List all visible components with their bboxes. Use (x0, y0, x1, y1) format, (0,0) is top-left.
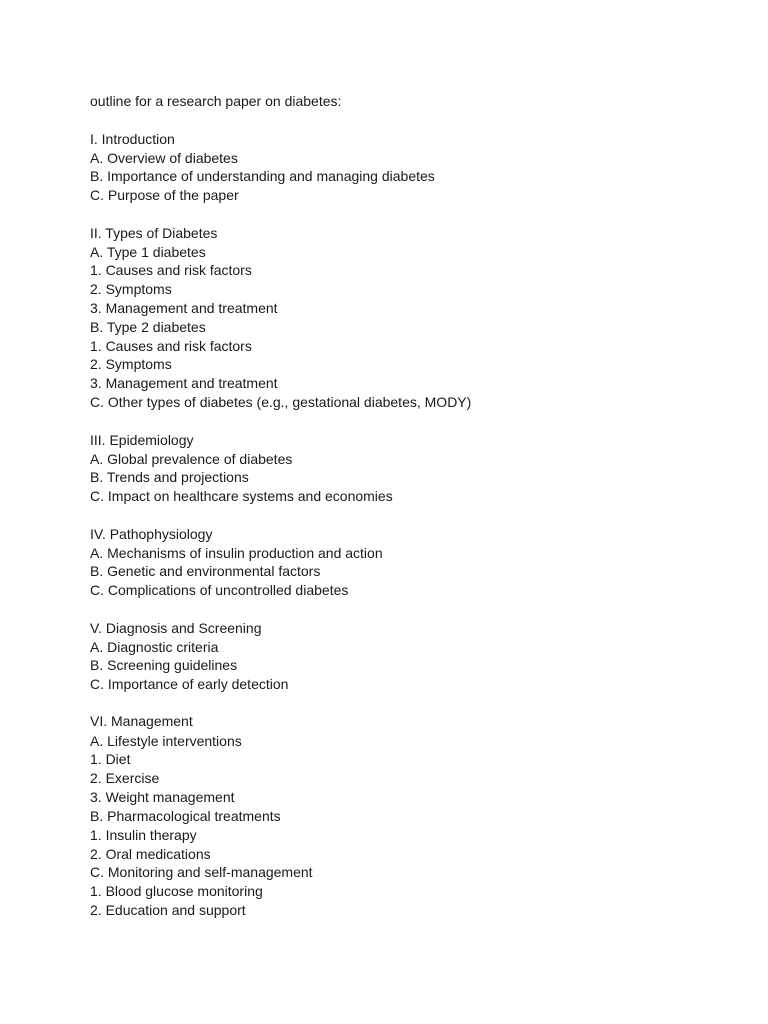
outline-item: C. Other types of diabetes (e.g., gestational diabetes, MODY) (90, 394, 472, 410)
outline-item: A. Mechanisms of insulin production and action (90, 545, 383, 561)
outline-subitem: 2. Symptoms (90, 356, 172, 372)
outline-item: A. Lifestyle interventions (90, 733, 242, 749)
outline-subitem: 1. Causes and risk factors (90, 262, 252, 278)
outline-item: C. Monitoring and self-management (90, 864, 313, 880)
outline-item: A. Type 1 diabetes (90, 244, 206, 260)
outline-subitem: 2. Education and support (90, 902, 246, 918)
outline-subitem: 3. Management and treatment (90, 375, 278, 391)
outline-subitem: 1. Blood glucose monitoring (90, 883, 263, 899)
outline-item: B. Type 2 diabetes (90, 319, 206, 335)
outline-item: C. Importance of early detection (90, 676, 289, 692)
outline-item: C. Impact on healthcare systems and economies (90, 488, 393, 504)
outline-subitem: 2. Symptoms (90, 281, 172, 297)
outline-item: B. Importance of understanding and managing diabetes (90, 168, 435, 184)
outline-item: B. Genetic and environmental factors (90, 563, 321, 579)
outline-item: B. Screening guidelines (90, 657, 238, 673)
section-heading: IV. Pathophysiology (90, 526, 213, 542)
outline-item: C. Complications of uncontrolled diabetes (90, 582, 349, 598)
outline-subitem: 1. Diet (90, 751, 131, 767)
outline-subitem: 1. Insulin therapy (90, 827, 197, 843)
section-heading: V. Diagnosis and Screening (90, 620, 262, 636)
outline-subitem: 3. Weight management (90, 789, 235, 805)
document-intro-line: outline for a research paper on diabetes: (90, 93, 342, 109)
outline-subitem: 1. Causes and risk factors (90, 338, 252, 354)
section-heading: III. Epidemiology (90, 432, 194, 448)
outline-subitem: 3. Management and treatment (90, 300, 278, 316)
section-heading: VI. Management (90, 713, 193, 729)
outline-subitem: 2. Oral medications (90, 846, 211, 862)
section-heading: II. Types of Diabetes (90, 225, 218, 241)
outline-item: B. Pharmacological treatments (90, 808, 281, 824)
outline-item: A. Diagnostic criteria (90, 639, 219, 655)
outline-subitem: 2. Exercise (90, 770, 160, 786)
outline-item: B. Trends and projections (90, 469, 249, 485)
section-heading: I. Introduction (90, 131, 175, 147)
outline-item: A. Global prevalence of diabetes (90, 451, 293, 467)
outline-item: C. Purpose of the paper (90, 187, 239, 203)
outline-item: A. Overview of diabetes (90, 150, 238, 166)
